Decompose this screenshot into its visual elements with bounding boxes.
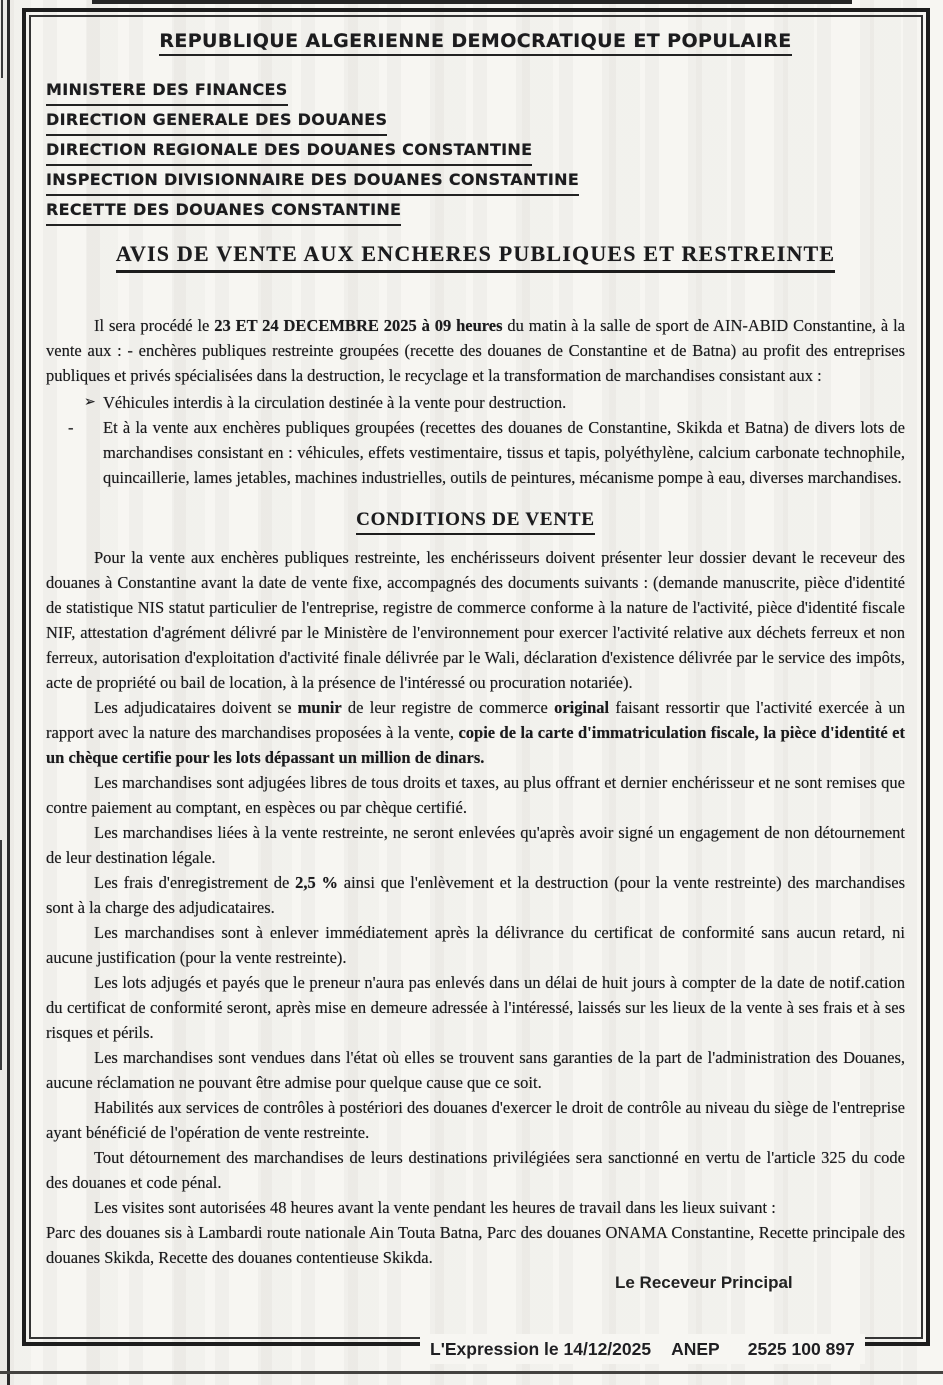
notice-frame <box>22 8 930 1346</box>
intro-paragraph: Il sera procédé le 23 ET 24 DECEMBRE 2025 à 09 heures du matin à la salle de sport de AIN-ABID Constantine, à la vente aux : - enchères publiques restreinte groupées (recette des douanes de Constantine et de Batna) au profit des entreprises publiques et privés spécialisées dans la destruction, le recyclage et la transformation de marchandises consistant aux : <box>46 316 905 385</box>
scan-top-line <box>92 0 852 4</box>
notice-title-text: AVIS DE VENTE AUX ENCHERES PUBLIQUES ET RESTREINTE <box>116 240 836 273</box>
org-line-ministry: MINISTERE DES FINANCES <box>46 76 905 106</box>
dash-bullet-icon: - <box>68 418 74 437</box>
condition-paragraph: Les marchandises sont à enlever immédiatement après la délivrance du certificat de conformité sans aucun retard, ni aucune justification (pour la vente restreinte). <box>46 923 905 967</box>
scan-edge-line <box>7 0 10 1385</box>
bullet-item-lots <box>46 415 905 490</box>
footer-journal-date: L'Expression le 14/12/2025 <box>430 1338 652 1359</box>
condition-paragraph: Pour la vente aux enchères publiques restreinte, les enchérisseurs doivent présenter leur dossier devant le receveur des douanes à Constantine avant la date de vente fixe, accompagnés des documents suivants : (demande manuscrite, pièce d'identité de statistique NIS statut particulier de l'entreprise, registre de commerce conforme à la nature de l'activité, pièce d'identité fiscale NIF, attestation d'agrément délivré par le Ministère de l'environnement pour exercer l'activité relative aux déchets ferreux et non ferreux, autorisation d'exploitation d'activité finale délivrée par le Wali, déclaration d'existence délivrée par le service des impôts, acte de propriété ou bail de location, à la présence de l'intéressé ou procuration notariée). <box>46 548 905 692</box>
signature-label: Le Receveur Principal <box>615 1273 793 1292</box>
footer-agency: ANEP <box>671 1338 720 1359</box>
condition-paragraph: Les marchandises liées à la vente restreinte, ne seront enlevées qu'après avoir signé un engagement de non détournement de leur destination légale. <box>46 823 905 867</box>
org-line-recette: RECETTE DES DOUANES CONSTANTINE <box>46 196 905 226</box>
condition-paragraph: Les visites sont autorisées 48 heures avant la vente pendant les heures de travail dans les lieux suivant : <box>94 1198 776 1217</box>
condition-paragraph: Tout détournement des marchandises de leurs destinations privilégiées sera sanctionné en vertu de l'article 325 du code des douanes et code pénal. <box>46 1148 905 1192</box>
bullet-item-vehicules <box>46 390 905 415</box>
conditions-heading <box>46 508 905 535</box>
scan-edge-mark-top <box>1 0 3 78</box>
letterhead <box>46 76 905 226</box>
arrow-bullet-icon: ➢ <box>84 395 96 410</box>
condition-paragraph: Les adjudicataires doivent se munir de leur registre de commerce original faisant ressortir que l'activité exercée à un rapport avec la nature des marchandises proposées à la vente, copie de la carte d'immatriculation fiscale, la pièce d'identité et un chèque certifie pour les lots dépassant un million de dinars. <box>46 698 905 767</box>
org-line-direction-regionale: DIRECTION REGIONALE DES DOUANES CONSTANTINE <box>46 136 905 166</box>
bottom-rule <box>0 1371 943 1374</box>
notice-frame-inner <box>29 15 923 1339</box>
condition-paragraph: Les marchandises sont adjugées libres de tous droits et taxes, au plus offrant et dernier enchérisseur et ne sont remises que contre paiement au comptant, en espèces ou par chèque certifié. <box>46 773 905 817</box>
bullet-list <box>46 390 905 490</box>
footer-anep-number: 2525 100 897 <box>747 1338 855 1359</box>
condition-paragraph: Les frais d'enregistrement de 2,5 % ainsi que l'enlèvement et la destruction (pour la vente restreinte) des marchandises sont à la charge des adjudicataires. <box>46 873 906 917</box>
notice-title <box>46 240 905 273</box>
conditions-heading-text: CONDITIONS DE VENTE <box>356 508 595 535</box>
publication-footer <box>420 1334 865 1364</box>
republic-heading-text: REPUBLIQUE ALGERIENNE DEMOCRATIQUE ET POPULAIRE <box>159 29 791 56</box>
conditions-body <box>46 545 905 1270</box>
org-line-direction-generale: DIRECTION GENERALE DES DOUANES <box>46 106 905 136</box>
condition-paragraph: Les lots adjugés et payés que le preneur n'aura pas enlevés dans un délai de huit jours à compter de la date de notif.cation du certificat de conformité seront, après mise en demeure adressée à l'intéressé, laissés sur les lieux de la vente à ses frais et à ses risques et périls. <box>46 973 905 1042</box>
republic-heading <box>46 29 905 56</box>
bullet-text: Véhicules interdis à la circulation destinée à la vente pour destruction. <box>103 393 567 412</box>
bullet-text: Et à la vente aux enchères publiques groupées (recettes des douanes de Constantine, Skikda et Batna) de divers lots de marchandises consistant en : véhicules, effets vestimentaire, tissus et tapis, polyéthylène, calcium carbonate technophile, quincaillerie, lames jetables, machines industrielles, outils de peintures, mécanisme pompe à eau, diverses marchandises. <box>103 418 905 487</box>
condition-paragraph: Les marchandises sont vendues dans l'état où elles se trouvent sans garanties de la part de l'administration des Douanes, aucune réclamation ne pouvant être admise pour quelque cause que ce soit. <box>46 1048 905 1092</box>
condition-paragraph: Habilités aux services de contrôles à postériori des douanes d'exercer le droit de contrôle au niveau du siège de l'entreprise ayant bénéficié de l'opération de vente restreinte. <box>46 1098 905 1142</box>
org-line-inspection: INSPECTION DIVISIONNAIRE DES DOUANES CONSTANTINE <box>46 166 905 196</box>
scan-edge-mark-mid <box>0 840 2 1070</box>
visit-locations-paragraph: Parc des douanes sis à Lambardi route nationale Ain Touta Batna, Parc des douanes ONAMA Constantine, Recette principale des douanes Skikda, Recette des douanes contentieuse Skikda. <box>46 1223 905 1267</box>
